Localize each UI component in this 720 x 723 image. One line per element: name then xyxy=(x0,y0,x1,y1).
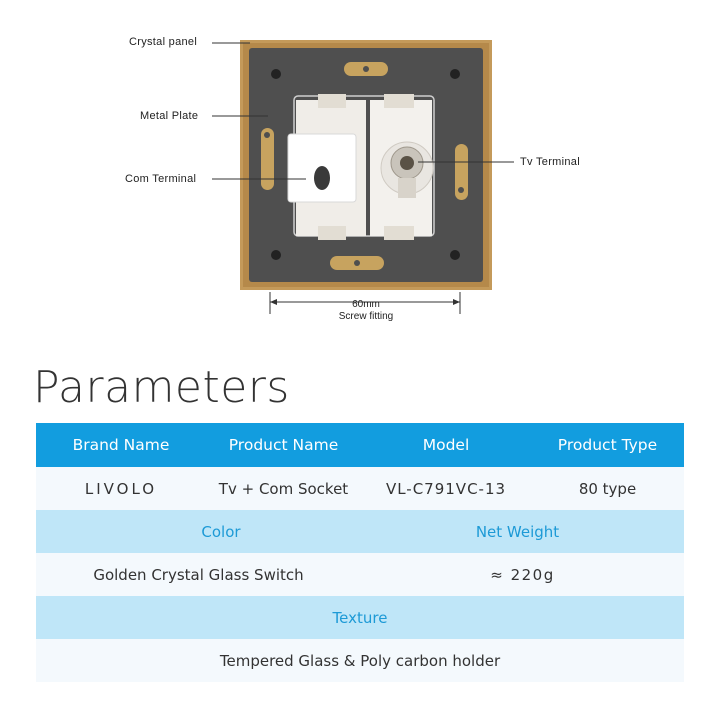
cell-brand-name: LIVOLO xyxy=(36,467,206,510)
callout-com-terminal: Com Terminal xyxy=(125,173,197,185)
header-brand-name: Brand Name xyxy=(36,423,206,467)
cell-color: Golden Crystal Glass Switch xyxy=(36,553,361,596)
subheader-texture: Texture xyxy=(36,596,684,639)
header-model: Model xyxy=(361,423,531,467)
cell-product-name: Tv + Com Socket xyxy=(206,467,361,510)
corner-hole xyxy=(450,250,460,260)
socket-illustration xyxy=(0,0,720,340)
dimension-note: Screw fitting xyxy=(338,311,394,322)
callout-crystal-panel: Crystal panel xyxy=(129,36,198,48)
product-diagram xyxy=(0,0,720,340)
table-header-row xyxy=(36,423,684,467)
table-subheader-row xyxy=(36,596,684,639)
corner-hole xyxy=(271,69,281,79)
cell-texture: Tempered Glass & Poly carbon holder xyxy=(36,639,684,682)
table-row xyxy=(36,467,684,510)
cell-model: VL-C791VC-13 xyxy=(361,467,531,510)
cell-product-type: 80 type xyxy=(531,467,684,510)
com-port-icon xyxy=(314,166,330,190)
header-product-name: Product Name xyxy=(206,423,361,467)
cell-net-weight: ≈ 220g xyxy=(361,553,684,596)
callout-metal-plate: Metal Plate xyxy=(140,110,199,122)
subheader-color: Color xyxy=(36,510,361,553)
table-row xyxy=(36,553,684,596)
table-row xyxy=(36,639,684,682)
page-title: Parameters xyxy=(33,362,290,413)
parameters-table xyxy=(36,423,684,682)
corner-hole xyxy=(450,69,460,79)
header-product-type: Product Type xyxy=(531,423,684,467)
dimension-value: 60mm xyxy=(352,299,380,310)
callout-tv-terminal: Tv Terminal xyxy=(520,156,580,168)
subheader-net-weight: Net Weight xyxy=(361,510,684,553)
table-subheader-row xyxy=(36,510,684,553)
corner-hole xyxy=(271,250,281,260)
